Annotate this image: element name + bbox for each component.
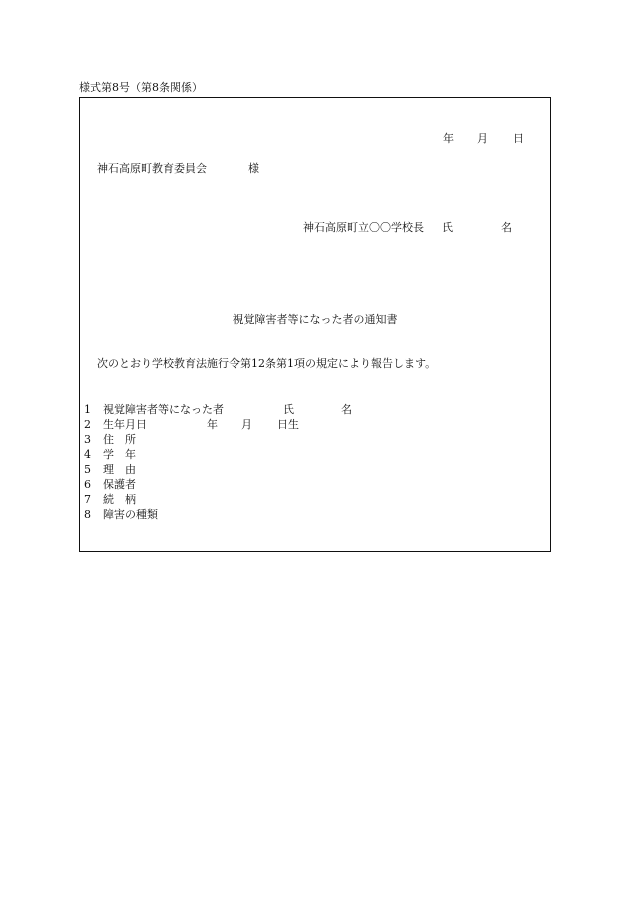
- addressee-name: 神石高原町教育委員会: [97, 162, 207, 175]
- date-month-label: 月: [477, 132, 488, 145]
- addressee-honorific: 様: [248, 162, 259, 175]
- item-number: 4: [84, 448, 91, 461]
- item-label: 障害の種類: [103, 508, 158, 521]
- item-surname-label: 氏: [283, 403, 294, 416]
- item-number: 3: [84, 433, 91, 446]
- item-label: 住 所: [103, 433, 136, 446]
- form-number-label: 様式第8号（第8条関係）: [79, 81, 203, 94]
- item-number: 2: [84, 418, 91, 431]
- item-label: 学 年: [103, 448, 136, 461]
- sender-given-name-label: 名: [501, 221, 512, 234]
- item-label: 続 柄: [103, 493, 136, 506]
- item-given-name-label: 名: [341, 403, 352, 416]
- date-year-label: 年: [443, 132, 454, 145]
- item-label: 生年月日: [103, 418, 147, 431]
- birth-year-label: 年: [207, 418, 218, 431]
- item-label: 理 由: [103, 463, 136, 476]
- sender-surname-label: 氏: [442, 221, 453, 234]
- item-number: 1: [84, 403, 91, 416]
- item-number: 5: [84, 463, 91, 476]
- item-number: 6: [84, 478, 91, 491]
- item-number: 7: [84, 493, 91, 506]
- item-number: 8: [84, 508, 91, 521]
- birth-month-label: 月: [241, 418, 252, 431]
- item-label: 視覚障害者等になった者: [103, 403, 224, 416]
- intro-text: 次のとおり学校教育法施行令第12条第1項の規定により報告します。: [97, 357, 437, 370]
- sender-organization: 神石高原町立〇〇学校長: [303, 221, 424, 234]
- item-label: 保護者: [103, 478, 136, 491]
- date-day-label: 日: [513, 132, 524, 145]
- birth-day-label: 日生: [277, 418, 299, 431]
- document-title: 視覚障害者等になった者の通知書: [232, 313, 398, 326]
